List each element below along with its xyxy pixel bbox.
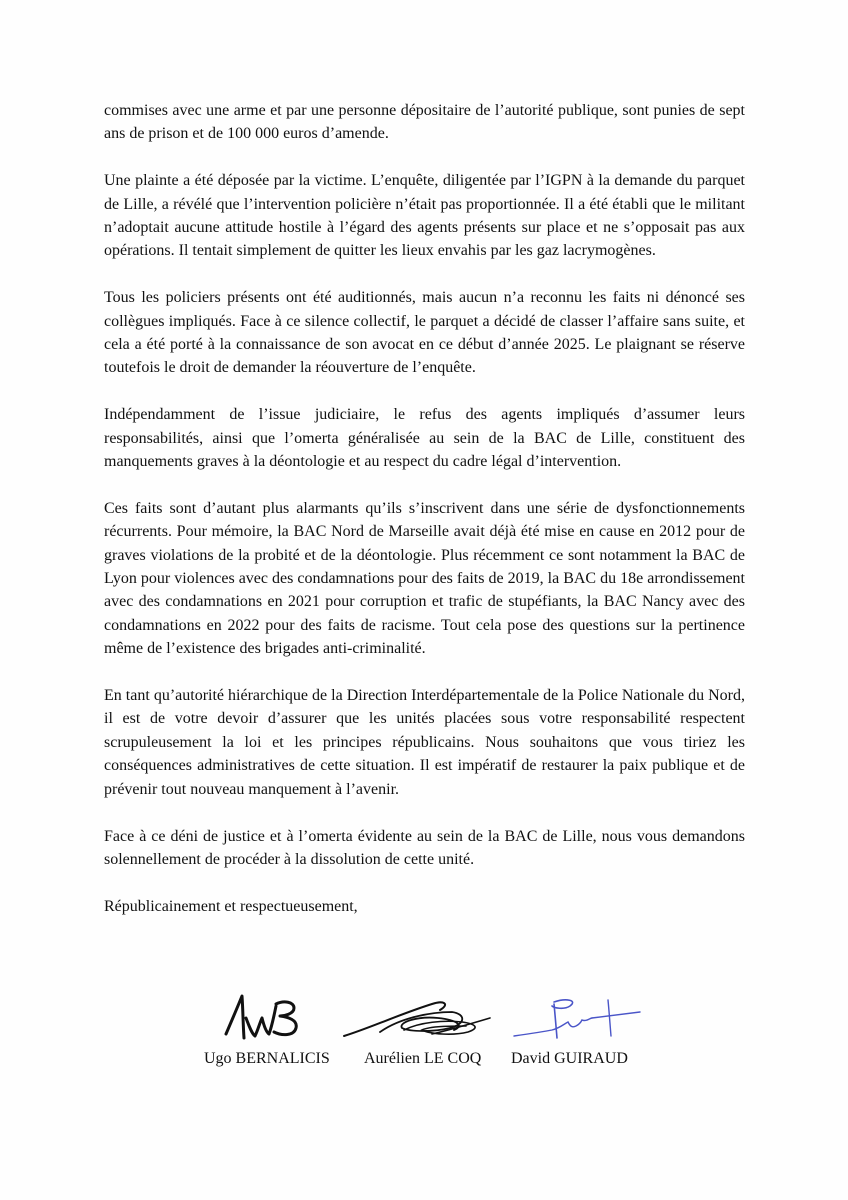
signatories	[0, 1050, 848, 1076]
signature-david-guiraud	[512, 996, 642, 1046]
paragraph-hearings: Tous les policiers présents ont été auditionnés, mais aucun n’a reconnu les faits ni dénoncé ses collègues impliqués. Face à ce silence collectif, le parquet a décidé de classer l’affaire sans suite, et cela a été porté à la connaissance de son avocat en ce début d’année 2025. Le plaignant se réserve toutefois le droit de demander la réouverture de l’enquête.	[104, 289, 745, 377]
signatory-name: Ugo BERNALICIS	[204, 1050, 330, 1067]
paragraph-penalties: commises avec une arme et par une personne dépositaire de l’autorité publique, sont punies de sept ans de prison et de 100 000 euros d’amende.	[104, 102, 745, 143]
closing-salutation: Républicainement et respectueusement,	[104, 897, 358, 915]
signature-ugo-bernalicis	[222, 990, 302, 1046]
signature-aurelien-le-coq	[340, 996, 500, 1042]
paragraph-request: Face à ce déni de justice et à l’omerta évidente au sein de la BAC de Lille, nous vous demandons solennellement de procéder à la dissolution de cette unité.	[104, 827, 745, 868]
paragraph-authority: En tant qu’autorité hiérarchique de la Direction Interdépartementale de la Police Nationale du Nord, il est de votre devoir d’assurer que les unités placées sous votre responsabilité respectent scrupuleusement la loi et les principes républicains. Nous souhaitons que vous tiriez les conséquences administratives de cette situation. Il est impératif de restaurer la paix publique et de prévenir tout nouveau manquement à l’avenir.	[104, 687, 745, 798]
paragraph-responsibility: Indépendamment de l’issue judiciaire, le refus des agents impliqués d’assumer leurs responsabilités, ainsi que l’omerta généralisée au sein de la BAC de Lille, constituent des manquements graves à la déontologie et au respect du cadre légal d’intervention.	[104, 406, 745, 471]
letter-body	[104, 99, 745, 918]
signatory-name: Aurélien LE COQ	[364, 1050, 482, 1067]
paragraph-precedents: Ces faits sont d’autant plus alarmants qu’ils s’inscrivent dans une série de dysfonctionnements récurrents. Pour mémoire, la BAC Nord de Marseille avait déjà été mise en cause en 2012 pour de graves violations de la probité et de la déontologie. Plus récemment ce sont notamment la BAC de Lyon pour violences avec des condamnations pour des faits de 2019, la BAC du 18e arrondissement avec des condamnations en 2021 pour corruption et trafic de stupéfiants, la BAC Nancy avec des condamnations en 2022 pour des faits de racisme. Tout cela pose des questions sur la pertinence même de l’existence des brigades anti-criminalité.	[104, 499, 745, 658]
paragraph-complaint: Une plainte a été déposée par la victime. L’enquête, diligentée par l’IGPN à la demande du parquet de Lille, a révélé que l’intervention policière n’était pas proportionnée. Il a été établi que le militant n’adoptait aucune attitude hostile à l’égard des agents présents sur place et ne s’opposait pas aux opérations. Il tentait simplement de quitter les lieux envahis par les gaz lacrymogènes.	[104, 172, 745, 260]
signatory-name: David GUIRAUD	[511, 1050, 628, 1067]
